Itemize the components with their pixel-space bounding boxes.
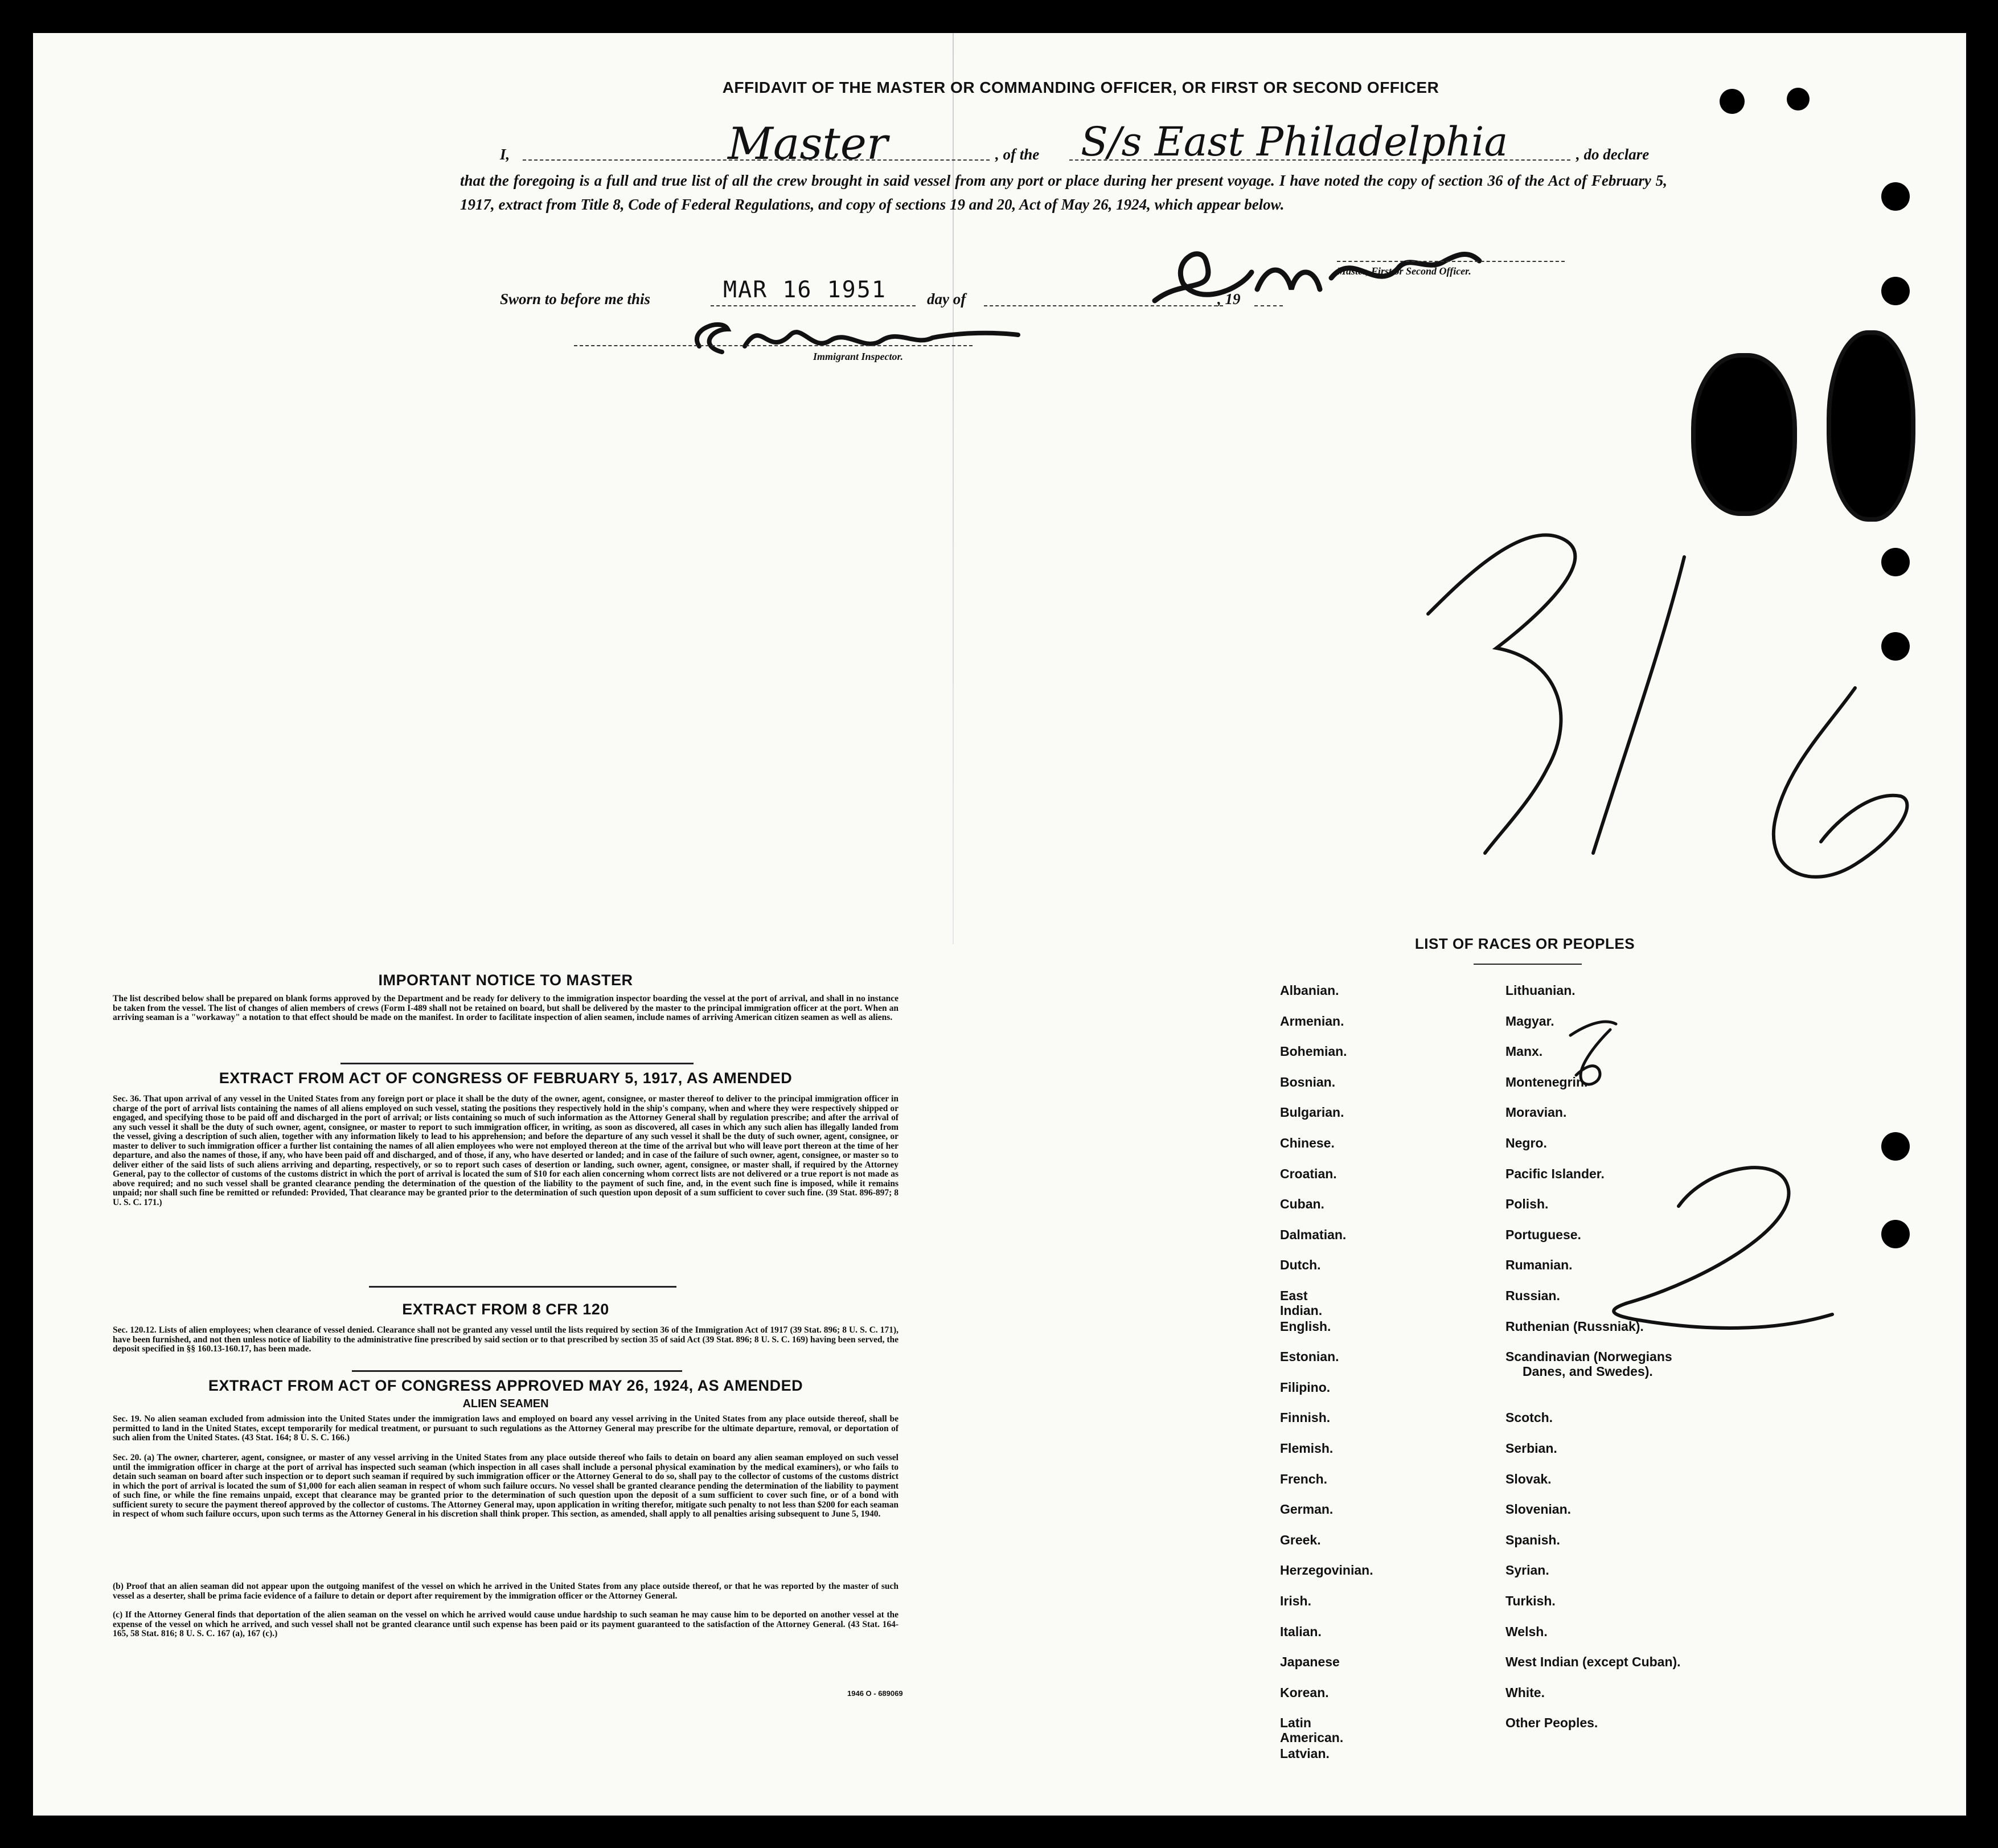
divider-3 [352, 1370, 682, 1372]
affidavit-title: AFFIDAVIT OF THE MASTER OR COMMANDING OFFICER, OR FIRST OR SECOND OFFICER [722, 79, 1439, 96]
handwritten-rank: Master [728, 118, 888, 170]
inspector-caption: Immigrant Inspector. [813, 351, 904, 362]
race-item: German. [1280, 1502, 1334, 1517]
handwritten-mark-6-text [33, 33, 34, 34]
race-item: Estonian. [1280, 1349, 1339, 1365]
race-item: East Indian. [1280, 1288, 1323, 1318]
race-item: Bohemian. [1280, 1044, 1347, 1059]
race-item: Bosnian. [1280, 1074, 1336, 1089]
race-item: Scotch. [1505, 1410, 1553, 1425]
race-item: Herzegovinian. [1280, 1563, 1373, 1578]
punch-hole [1720, 89, 1745, 114]
document-page [33, 33, 1966, 1816]
race-item: Flemish. [1280, 1441, 1334, 1456]
race-item: Albanian. [1280, 983, 1339, 998]
race-item: English. [1280, 1318, 1331, 1334]
printer-code: 1946 O - 689069 [847, 1689, 903, 1698]
race-item: Lithuanian. [1505, 983, 1576, 998]
race-item: Ruthenian (Russniak). [1505, 1318, 1644, 1334]
race-item: Syrian. [1505, 1563, 1549, 1578]
signature-line [1337, 261, 1565, 262]
race-item: Latin American. [1280, 1715, 1344, 1745]
extract-cfr-title: EXTRACT FROM 8 CFR 120 [402, 1301, 609, 1318]
race-item: Chinese. [1280, 1136, 1335, 1150]
section-20c: (c) If the Attorney General finds that deportation of the alien seaman on the vessel on which he arrived would cause undue hardship to such seaman he may cause him to be deported on another vessel at the expense of the vessel on which he arrived, and such vessel shall not be granted clearance until such expense has been paid or its payment guaranteed to the satisfaction of the Attorney General. (43 Stat. 164-165, 58 Stat. 816; 8 U. S. C. 167 (a), 167 (c).) [113, 1610, 899, 1638]
section-19: Sec. 19. No alien seaman excluded from admission into the United States under the immigration laws and employed on board any vessel arriving in the United States from any place outside thereof, shall be permitted to land in the United States, except temporarily for medical treatment, or pursuant to such regulations as the Attorney General may prescribe for the ultimate departure, removal, or deportation of such alien from the United States. (43 Stat. 164; 8 U. S. C. 166.) [113, 1414, 899, 1443]
important-notice-title: IMPORTANT NOTICE TO MASTER [378, 972, 633, 989]
race-item: Irish. [1280, 1593, 1311, 1608]
extract-1924-title: EXTRACT FROM ACT OF CONGRESS APPROVED MAY 26, 1924, AS AMENDED [208, 1377, 803, 1394]
race-item: Greek. [1280, 1532, 1321, 1547]
section-20b: (b) Proof that an alien seaman did not appear upon the outgoing manifest of the vessel on which he arrived in the United States from any place outside thereof, or that he was reported by the master of such vessel as a deserter, shall be prima facie evidence of a failure to detain or deport after requirement by the immigration officer or the Attorney General. [113, 1581, 899, 1601]
race-item: Danes, and Swedes). [1523, 1364, 1653, 1379]
punch-hole [1881, 548, 1910, 576]
race-item: Italian. [1280, 1624, 1322, 1639]
race-item: West Indian (except Cuban). [1505, 1654, 1681, 1670]
race-item: Japanese [1280, 1654, 1340, 1670]
race-item: Serbian. [1505, 1441, 1557, 1456]
race-item: Finnish. [1280, 1410, 1331, 1425]
race-item: Other Peoples. [1505, 1715, 1598, 1731]
race-item: Pacific Islander. [1505, 1166, 1605, 1181]
race-item: Turkish. [1505, 1593, 1556, 1608]
affidavit-line1-suffix: , do declare [1576, 146, 1650, 163]
extract-1917-title: EXTRACT FROM ACT OF CONGRESS OF FEBRUARY 5, 1917, AS AMENDED [219, 1070, 793, 1087]
day-of-label: day of [927, 290, 966, 308]
master-signature [1138, 227, 1513, 329]
handwritten-mark-2-text [33, 33, 34, 34]
extract-cfr-body: Sec. 120.12. Lists of alien employees; when clearance of vessel denied. Clearance shall not be granted any vessel until the lists required by section 36 of the Immigration Act of 1917 (39 Stat. 896; 8 U. S. C. 171), have been furnished, and not then unless notice of liability to the administrative fine prescribed by said section or to that prescribed by section 35 of said Act (39 Stat. 896; 8 U. S. C. 169) having been served, the deposit specified in §§ 160.13-160.17, has been made. [113, 1325, 899, 1354]
inspector-line [574, 345, 973, 346]
race-item: Spanish. [1505, 1532, 1560, 1547]
year-blank [1254, 305, 1283, 306]
sworn-prefix: Sworn to before me this [500, 290, 651, 308]
punch-hole [1787, 88, 1810, 110]
date-stamp: MAR 16 1951 [723, 277, 887, 303]
race-item: Cuban. [1280, 1197, 1324, 1212]
punch-hole [1881, 1220, 1910, 1248]
divider-2 [369, 1286, 676, 1288]
punch-hole [1881, 1132, 1910, 1161]
handwritten-number-text [33, 33, 34, 34]
race-item: Dutch. [1280, 1257, 1321, 1273]
race-item: Russian. [1505, 1288, 1560, 1303]
race-item: Negro. [1505, 1136, 1547, 1150]
race-item: Magyar. [1505, 1013, 1554, 1029]
race-item: Scandinavian (Norwegians [1505, 1349, 1672, 1365]
divider-1 [340, 1063, 694, 1064]
race-item: Bulgarian. [1280, 1105, 1344, 1120]
race-item: Portuguese. [1505, 1227, 1581, 1242]
race-item: Dalmatian. [1280, 1227, 1347, 1242]
race-item: Montenegrin. [1505, 1074, 1588, 1089]
section-20a: Sec. 20. (a) The owner, charterer, agent, consignee, or master of any vessel arriving in the United States from any place outside thereof who fails to detain on board any alien seaman employed on such vessel until the immigration officer in charge at the port of arrival has inspected such seaman (which inspection in all cases shall include a personal physical examination by the medical examiners), or who fails to detain such seaman on board after such inspection or to deport such seaman if required by such immigration officer or the Attorney General to do so, shall pay to the collector of customs of the customs district in which the port of arrival is located the sum of $1,000 for each alien seaman in respect of whom such failure occurs. No vessel shall be granted clearance pending the determination of the liability to payment of such fine, or while the fine remains unpaid, except that clearance may be granted prior to the determination of such question upon the deposit of a sum sufficient to cover such fine, or of a bond with sufficient surety to secure the payment thereof approved by the collector of customs. The Attorney General may, upon application in writing therefor, mitigate such penalty to not less than $200 for each seaman in respect of whom such failure occurs, upon such terms as the Attorney General in his discretion shall think proper. This section, as amended, shall apply to all penalties arising subsequent to June 5, 1940. [113, 1453, 899, 1519]
affidavit-body: that the foregoing is a full and true list of all the crew brought in said vessel from any port or place during her present voyage. I have noted the copy of section 36 of the Act of February 5, 1917, extract from Title 8, Code of Federal Regulations, and copy of sections 19 and 20, Act of May 26, 1924, which appear below. [460, 172, 1667, 213]
race-item: White. [1505, 1685, 1545, 1700]
handwritten-mark-2 [1536, 1144, 1855, 1360]
races-title-rule [1474, 964, 1582, 965]
punch-hole [1881, 632, 1910, 661]
race-item: Filipino. [1280, 1379, 1331, 1395]
affidavit-line1-middle: , of the [995, 146, 1040, 163]
races-title: LIST OF RACES OR PEOPLES [1414, 935, 1635, 952]
extract-1924-subtitle: ALIEN SEAMEN [462, 1398, 549, 1410]
handwritten-mark-6 [1559, 1013, 1627, 1092]
seal-right [1831, 335, 1911, 517]
race-item: French. [1280, 1471, 1328, 1486]
handwritten-vessel: S/s East Philadelphia [1081, 118, 1508, 165]
affidavit-line1-prefix: I, [500, 146, 510, 163]
race-item: Slovak. [1505, 1471, 1552, 1486]
race-item: Armenian. [1280, 1013, 1344, 1029]
race-item: Slovenian. [1505, 1502, 1572, 1517]
year-prefix: , 19 [1217, 290, 1241, 308]
seal-left [1696, 358, 1792, 511]
signature-caption: Master, First or Second Officer. [1337, 265, 1471, 277]
extract-1917-body: Sec. 36. That upon arrival of any vessel in the United States from any foreign port or place it shall be the duty of the owner, agent, consignee, or master thereof to deliver to the principal immigration officer in charge of the port of arrival lists containing the names of all aliens employed on such vessel, stating the positions they respectively hold in the ship's company, when and where they were respectively shipped or engaged, and specifying those to be paid off and discharged in the port of arrival; or lists containing so much of such information as the Attorney General shall by regulation prescribe; and after the arrival of any such vessel it shall be the duty of such owner, agent, consignee, or master to report to such immigration officer, in writing, as soon as discovered, all cases in which any such alien has illegally landed from the vessel, giving a description of such alien, together with any information likely to lead to his apprehension; and before the departure of any such vessel it shall be the duty of such owner, agent, consignee, or master to deliver to such immigration officer a further list containing the names of all alien employees who were not employed thereon at the time of the arrival but who will leave port thereon at the time of her departure, and also the names of those, if any, who have been paid off and discharged, and of those, if any, who have deserted or landed; and in case of the failure of such owner, agent, consignee, or master so to deliver either of the said lists of such aliens arriving and departing, respectively, or so to report such cases of desertion or landing, such owner, agent, consignee, or master shall, if required by the Attorney General, pay to the collector of customs of the customs district in which the port of arrival is located the sum of $10 for each alien concerning whom correct lists are not delivered or a true report is not made as above required; and no such vessel shall be granted clearance pending the determination of the question of the liability to the payment of such fine, and, in the event such fine is imposed, while it remains unpaid; nor shall such fine be remitted or refunded: Provided, That clearance may be granted prior to the determination of such question upon deposit of a sum sufficient to cover such fine. (39 Stat. 896-897; 8 U. S. C. 171.) [113, 1094, 899, 1207]
punch-hole [1881, 182, 1910, 211]
important-notice-body: The list described below shall be prepared on blank forms approved by the Department and be ready for delivery to the immigration inspector boarding the vessel at the port of arrival, and shall in no instance be taken from the vessel. The list of changes of alien members of crews (Form I-489 shall not be retained on board, but shall be delivered by the master to the principal immigration officer at the port. When an arriving seaman is a "workaway" a notation to that effect should be made on the manifest. In order to facilitate inspection of alien seamen, include names of arriving American citizen seamen as well as aliens. [113, 994, 899, 1022]
race-item: Korean. [1280, 1685, 1329, 1700]
handwritten-number [1377, 500, 1935, 944]
race-item: Latvian. [1280, 1746, 1330, 1761]
race-item: Welsh. [1505, 1624, 1548, 1639]
race-item: Rumanian. [1505, 1257, 1573, 1273]
race-item: Polish. [1505, 1197, 1549, 1212]
race-item: Manx. [1505, 1044, 1543, 1059]
race-item: Croatian. [1280, 1166, 1337, 1181]
race-item: Moravian. [1505, 1105, 1567, 1120]
punch-hole [1881, 277, 1910, 305]
